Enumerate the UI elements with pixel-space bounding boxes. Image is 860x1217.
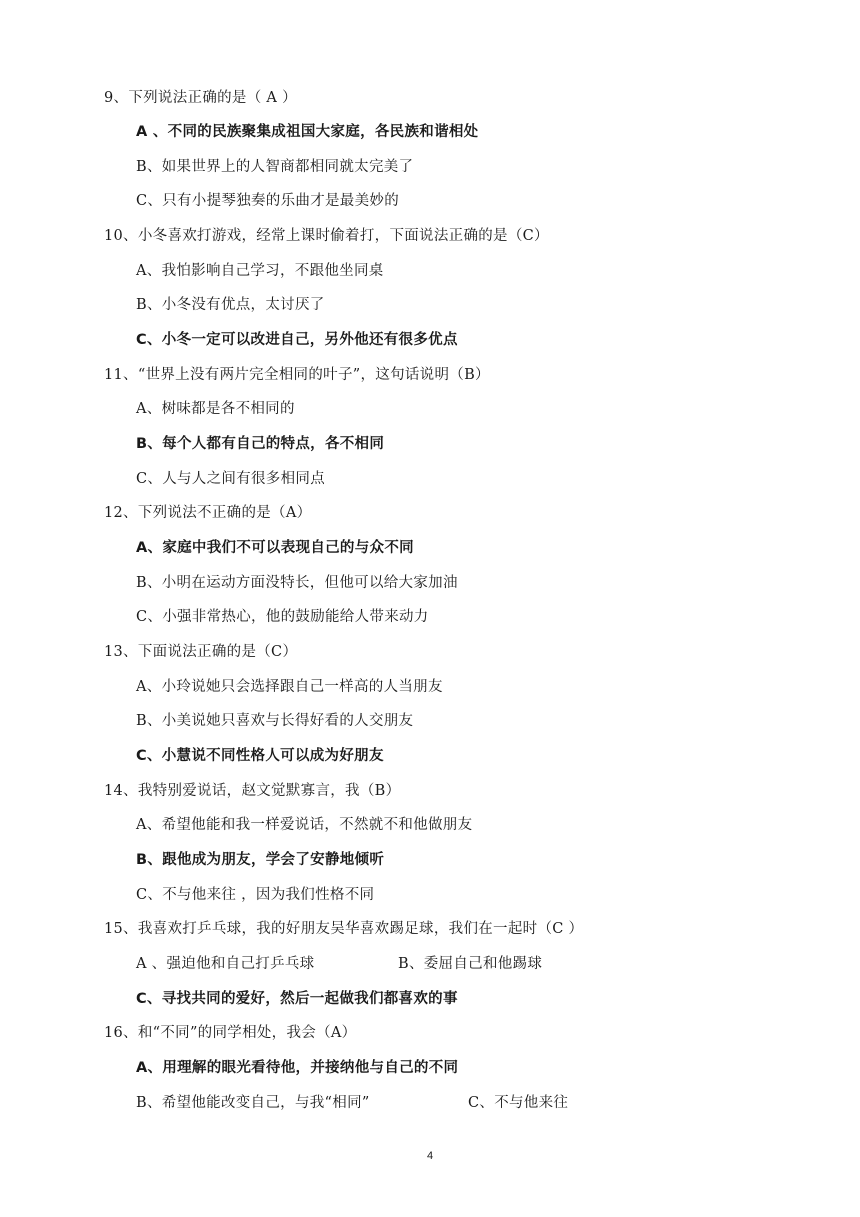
question-11-stem: 11、“世界上没有两片完全相同的叶子”，这句话说明（B） (104, 367, 490, 383)
question-16-stem: 16、和“不同”的同学相处，我会（A） (104, 1025, 357, 1041)
question-14-stem: 14、我特别爱说话，赵文觉默寡言，我（B） (104, 783, 401, 799)
question-13-option-c: C、小慧说不同性格人可以成为好朋友 (136, 748, 384, 764)
question-10-option-c: C、小冬一定可以改进自己，另外他还有很多优点 (136, 332, 458, 348)
question-14-option-c: C、不与他来往 ，因为我们性格不同 (136, 887, 375, 903)
question-14-option-a: A、希望他能和我一样爱说话，不然就不和他做朋友 (136, 817, 473, 833)
question-12-option-c: C、小强非常热心，他的鼓励能给人带来动力 (136, 609, 429, 625)
question-12-option-a: A、家庭中我们不可以表现自己的与众不同 (136, 540, 414, 556)
question-11-option-a: A、树味都是各不相同的 (136, 401, 295, 417)
question-12-stem: 12、下列说法不正确的是（A） (104, 505, 312, 521)
question-13-stem: 13、下面说法正确的是（C） (104, 644, 298, 660)
question-15-stem: 15、我喜欢打乒乓球，我的好朋友吴华喜欢踢足球，我们在一起时（C ） (104, 921, 584, 937)
question-13-option-b: B、小美说她只喜欢与长得好看的人交朋友 (136, 713, 414, 729)
question-15-option-b: B、委屈自己和他踢球 (398, 956, 543, 972)
page-number: 4 (426, 1150, 434, 1162)
question-15-option-c: C、寻找共同的爱好，然后一起做我们都喜欢的事 (136, 991, 458, 1007)
question-9-option-c: C、只有小提琴独奏的乐曲才是最美妙的 (136, 193, 399, 209)
question-15-option-a: A 、强迫他和自己打乒乓球 (136, 956, 315, 972)
question-14-option-b: B、跟他成为朋友，学会了安静地倾听 (136, 852, 385, 868)
question-16-option-c: C、不与他来往 (468, 1095, 569, 1111)
question-12-option-b: B、小明在运动方面没特长，但他可以给大家加油 (136, 575, 458, 591)
question-9-option-b: B、如果世界上的人智商都相同就太完美了 (136, 159, 414, 175)
question-9-stem: 9、下列说法正确的是（ A ） (104, 90, 297, 106)
question-10-stem: 10、小冬喜欢打游戏，经常上课时偷着打，下面说法正确的是（C） (104, 228, 549, 244)
question-10-option-a: A、我怕影响自己学习，不跟他坐同桌 (136, 263, 384, 279)
question-16-option-a: A、用理解的眼光看待他，并接纳他与自己的不同 (136, 1060, 459, 1076)
question-16-option-b: B、希望他能改变自己，与我“相同” (136, 1095, 370, 1111)
question-10-option-b: B、小冬没有优点，太讨厌了 (136, 297, 325, 313)
question-11-option-c: C、人与人之间有很多相同点 (136, 471, 325, 487)
question-11-option-b: B、每个人都有自己的特点，各不相同 (136, 436, 385, 452)
question-13-option-a: A、小玲说她只会选择跟自己一样高的人当朋友 (136, 679, 443, 695)
question-9-option-a: A 、不同的民族聚集成祖国大家庭，各民族和谐相处 (136, 124, 479, 140)
